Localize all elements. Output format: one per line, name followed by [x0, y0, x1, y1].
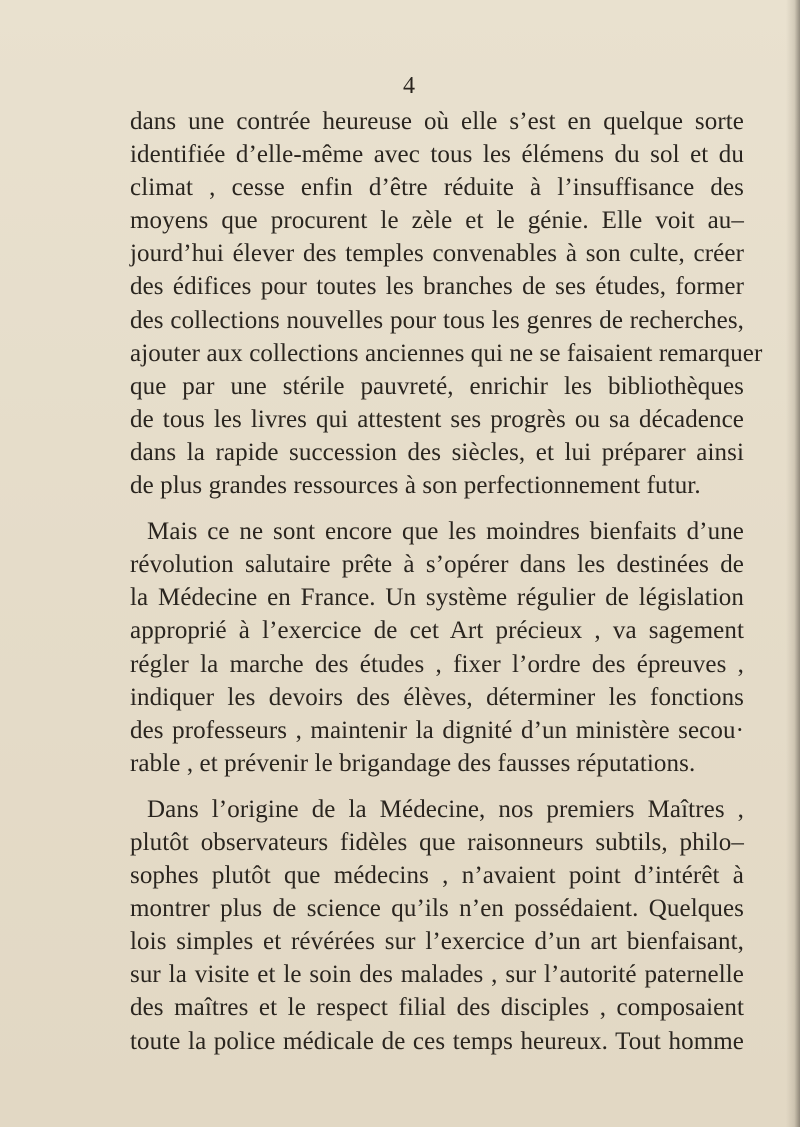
- text-line: des édifices pour toutes les branches de ses études, former: [130, 273, 744, 301]
- paragraph-spacer: [130, 780, 744, 793]
- text-line: régler la marche des études , fixer l’ordre des épreuves ,: [130, 650, 744, 678]
- text-line: montrer plus de science qu’ils n’en possédaient. Quelques: [130, 895, 744, 923]
- text-line: toute la police médicale de ces temps heureux. Tout homme: [130, 1027, 744, 1055]
- text-line: jourd’hui élever des temples convenables à son culte, créer: [130, 240, 744, 268]
- text-line: des professeurs , maintenir la dignité d’un ministère secou·: [130, 716, 744, 744]
- text-line: Mais ce ne sont encore que les moindres bienfaits d’une: [147, 518, 744, 546]
- page-number: 4: [403, 73, 415, 99]
- paragraph-1: [130, 105, 763, 502]
- text-line: révolution salutaire prête à s’opérer dans les destinées de: [130, 551, 744, 579]
- text-line: approprié à l’exercice de cet Art précieux , va sagement: [130, 617, 744, 645]
- text-line: identifiée d’elle-même avec tous les élémens du sol et du: [130, 141, 744, 169]
- paragraph-spacer: [130, 502, 744, 515]
- text-line: ajouter aux collections anciennes qui ne se faisaient remarquer: [130, 339, 763, 367]
- text-line: indiquer les devoirs des élèves, déterminer les fonctions: [130, 683, 744, 711]
- page-edge-shadow: [786, 0, 800, 1127]
- text-line: de tous les livres qui attestent ses progrès ou sa décadence: [130, 405, 744, 433]
- text-line: sophes plutôt que médecins , n’avaient point d’intérêt à: [130, 862, 744, 890]
- text-line: que par une stérile pauvreté, enrichir les bibliothèques: [130, 372, 744, 400]
- paragraph-2: [130, 515, 744, 780]
- text-line: la Médecine en France. Un système régulier de législation: [130, 584, 744, 612]
- body-text: [130, 105, 763, 1058]
- text-line: plutôt observateurs fidèles que raisonneurs subtils, philo–: [130, 828, 744, 856]
- text-line: moyens que procurent le zèle et le génie. Elle voit au–: [130, 207, 744, 235]
- text-line: sur la visite et le soin des malades , sur l’autorité paternelle: [130, 961, 744, 989]
- text-line: rable , et prévenir le brigandage des fausses réputations.: [130, 749, 696, 777]
- text-line: dans la rapide succession des siècles, et lui préparer ainsi: [130, 438, 744, 466]
- paragraph-3: [130, 793, 744, 1058]
- text-line: des collections nouvelles pour tous les genres de recherches,: [130, 306, 744, 334]
- text-line: des maîtres et le respect filial des disciples , composaient: [130, 994, 744, 1022]
- text-line: de plus grandes ressources à son perfectionnement futur.: [130, 472, 701, 500]
- text-line: Dans l’origine de la Médecine, nos premiers Maîtres ,: [147, 795, 744, 823]
- text-line: lois simples et révérées sur l’exercice d’un art bienfaisant,: [130, 928, 744, 956]
- text-line: dans une contrée heureuse où elle s’est en quelque sorte: [130, 108, 744, 135]
- text-line: climat , cesse enfin d’être réduite à l’insuffisance des: [130, 174, 744, 202]
